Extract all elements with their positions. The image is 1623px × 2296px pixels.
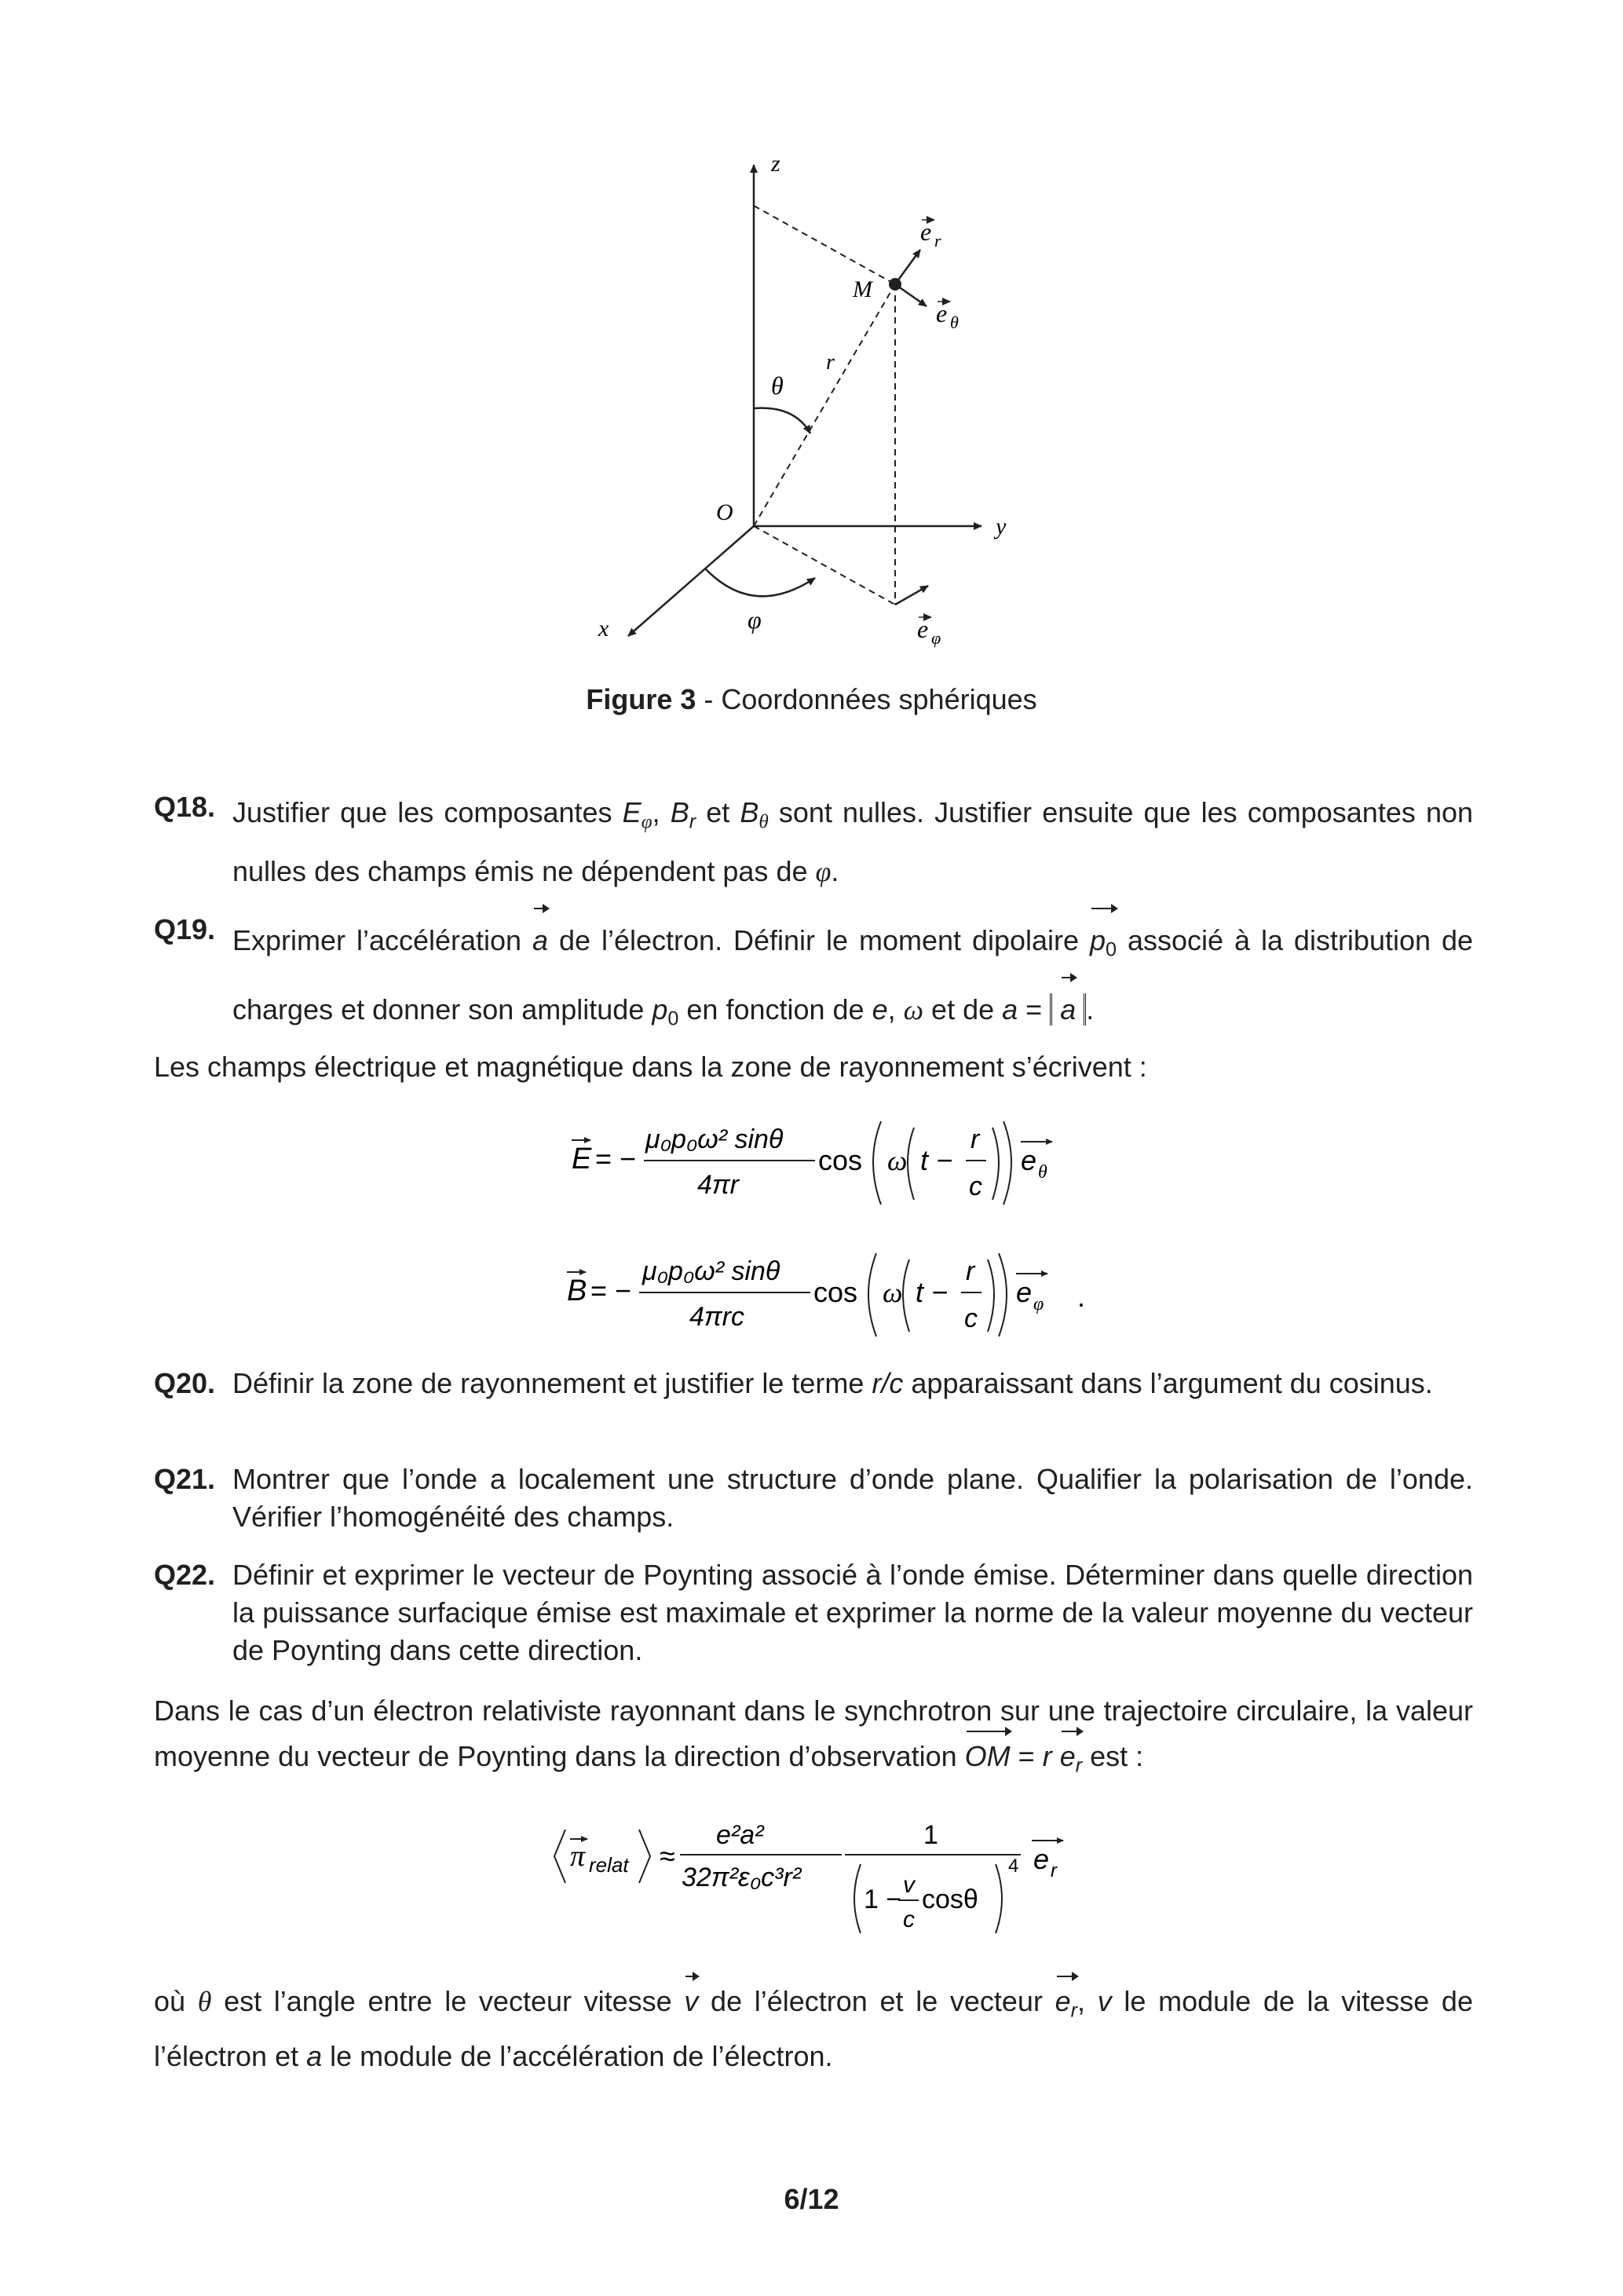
- question-text: Exprimer l’accélération a de l’électron. Définir le moment dipolaire $p_0$ associé à la distribution de charges et donner son amplitude $p_0$ en fonction de e, ω et de a = a .: [232, 911, 1473, 1048]
- svg-text:r: r: [1051, 1860, 1057, 1881]
- svg-text:cos: cos: [813, 1276, 858, 1308]
- question-q20: [154, 1365, 1473, 1402]
- label-ephi: [917, 615, 941, 648]
- svg-text:cos: cos: [818, 1144, 863, 1176]
- svg-text:θ: θ: [950, 313, 959, 332]
- svg-text:r: r: [971, 1124, 980, 1154]
- svg-text:c: c: [969, 1172, 982, 1201]
- svg-text:μ₀p₀ω² sinθ: μ₀p₀ω² sinθ: [645, 1124, 784, 1154]
- svg-text:π: π: [570, 1840, 586, 1873]
- er-vector: [895, 250, 920, 284]
- svg-text:t −: t −: [916, 1276, 949, 1308]
- question-number: Q22.: [154, 1559, 216, 1591]
- svg-text:t −: t −: [920, 1144, 953, 1176]
- svg-text:e: e: [920, 218, 932, 246]
- svg-text:μ₀p₀ω² sinθ: μ₀p₀ω² sinθ: [642, 1256, 780, 1286]
- label-phi: φ: [748, 605, 762, 634]
- svg-text:θ: θ: [1038, 1162, 1047, 1183]
- figure-caption-label: Figure 3: [586, 683, 696, 715]
- svg-text:r: r: [934, 231, 941, 250]
- final-paragraph: où θ est l’angle entre le vecteur vitesse v de l’électron et le vecteur $e_r$, v le module de la vitesse de l’électron et a le module de l’accélération de l’électron.: [154, 1979, 1473, 2079]
- label-r: r: [826, 350, 835, 375]
- svg-text:e: e: [936, 299, 948, 327]
- etheta-vector: [895, 284, 927, 306]
- svg-text:r: r: [966, 1256, 975, 1286]
- svg-text:= −: = −: [595, 1143, 637, 1175]
- figure-caption: [0, 683, 1623, 716]
- phi-arc: [705, 569, 815, 596]
- equation-poynting-relativistic: [550, 1806, 1099, 1947]
- svg-text:ω: ω: [883, 1277, 903, 1308]
- svg-text:≈: ≈: [660, 1840, 675, 1872]
- svg-text:= −: = −: [590, 1274, 632, 1307]
- svg-text:1 −: 1 −: [864, 1885, 902, 1914]
- svg-text:.: .: [1077, 1281, 1086, 1313]
- spherical-coordinates-diagram: [565, 141, 1052, 707]
- question-q18: [154, 788, 1473, 896]
- svg-text:32π²ε₀c³r²: 32π²ε₀c³r²: [682, 1863, 802, 1892]
- question-number: Q18.: [154, 791, 216, 823]
- svg-text:e²a²: e²a²: [716, 1820, 764, 1850]
- theta-arc: [754, 408, 810, 433]
- question-text: Définir la zone de rayonnement et justifier le terme r/c apparaissant dans l’argument du cosinus.: [232, 1367, 1433, 1399]
- svg-text:v: v: [903, 1872, 915, 1898]
- question-text: Justifier que les composantes $E_\varphi$, $B_r$ et $B_\theta$ sont nulles. Justifier ensuite que les composantes non nulles des champs émis ne dépendent pas de φ.: [232, 796, 1474, 887]
- svg-text:e: e: [917, 615, 929, 643]
- question-q22: [154, 1556, 1473, 1669]
- dashed-projection: [754, 526, 895, 605]
- svg-text:ω: ω: [887, 1145, 908, 1176]
- label-z: z: [771, 151, 780, 177]
- x-axis: [628, 526, 754, 636]
- figure-caption-text: - Coordonnées sphériques: [696, 683, 1037, 715]
- dashed-r-line: [754, 284, 895, 526]
- question-number: Q21.: [154, 1463, 216, 1495]
- question-q19: [154, 911, 1473, 1048]
- svg-text:B: B: [567, 1274, 587, 1307]
- svg-text:4πr: 4πr: [697, 1170, 740, 1200]
- label-O: O: [716, 499, 733, 525]
- svg-text:c: c: [903, 1907, 915, 1932]
- svg-text:e: e: [1021, 1144, 1037, 1176]
- label-er: [920, 218, 941, 250]
- equation-B-field: [557, 1239, 1107, 1364]
- svg-text:φ: φ: [1033, 1294, 1044, 1314]
- svg-text:c: c: [964, 1303, 978, 1333]
- svg-text:4: 4: [1008, 1855, 1019, 1877]
- fields-intro: Les champs électrique et magnétique dans la zone de rayonnement s’écrivent :: [154, 1051, 1147, 1083]
- label-theta: θ: [771, 371, 784, 400]
- svg-text:φ: φ: [931, 628, 941, 648]
- label-etheta: [936, 299, 959, 332]
- question-text: Montrer que l’onde a localement une structure d’onde plane. Qualifier la polarisation de l’onde. Vérifier l’homogénéité des champs.: [232, 1463, 1473, 1533]
- svg-text:E: E: [572, 1143, 592, 1175]
- question-number: Q20.: [154, 1367, 216, 1399]
- label-M: M: [853, 276, 872, 302]
- svg-text:relat: relat: [589, 1853, 629, 1877]
- ephi-vector: [895, 586, 928, 605]
- svg-text:e: e: [1033, 1843, 1050, 1875]
- svg-text:cosθ: cosθ: [922, 1885, 978, 1914]
- page-number: 6/12: [784, 2183, 839, 2215]
- label-x: x: [598, 616, 609, 642]
- spherical-coordinates-figure: [565, 141, 1052, 707]
- relativistic-intro: Dans le cas d’un électron relativiste rayonnant dans le synchrotron sur une trajectoire circulaire, la valeur moyenne du vecteur de Poynting dans la direction d’observation OM = r $e_r$ est :: [154, 1688, 1473, 1789]
- question-text: Définir et exprimer le vecteur de Poynting associé à l’onde émise. Déterminer dans quelle direction la puissance surfacique émise est maximale et exprimer la norme de la valeur moyenne du vecteur de Poynting dans cette direction.: [232, 1559, 1473, 1666]
- svg-text:e: e: [1016, 1276, 1033, 1308]
- equation-E-field: [557, 1107, 1091, 1232]
- label-y: y: [996, 514, 1007, 539]
- svg-text:1: 1: [923, 1820, 938, 1850]
- svg-text:4πrc: 4πrc: [689, 1302, 745, 1332]
- question-q21: [154, 1461, 1473, 1536]
- question-number: Q19.: [154, 913, 216, 945]
- dashed-z-to-M: [754, 206, 895, 284]
